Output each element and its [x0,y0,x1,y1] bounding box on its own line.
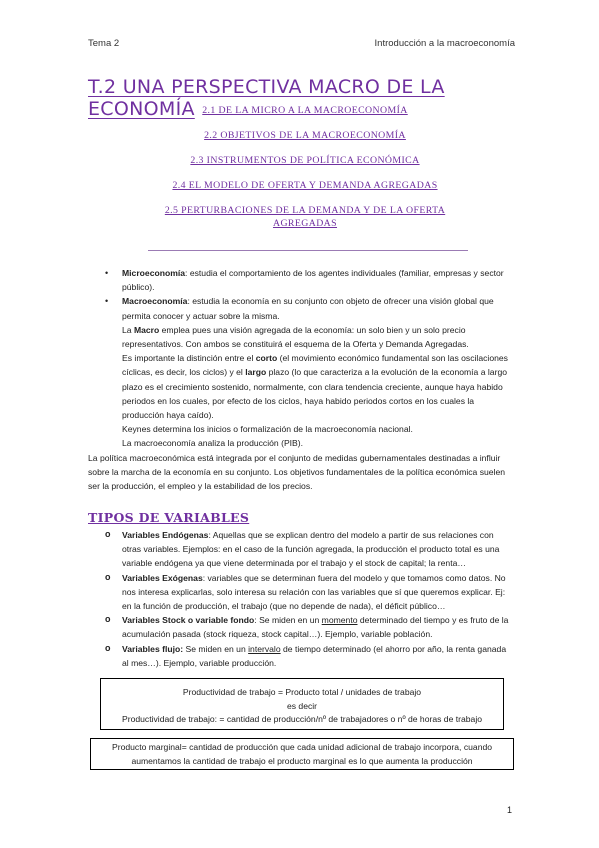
micro-term: Microeconomía [122,268,186,278]
toc-link-2-3[interactable]: 2.3 INSTRUMENTOS DE POLÍTICA ECONÓMICA [190,155,420,166]
macro-paragraph-2: Es importante la distinción entre el corto (el movimiento económico fundamental son las oscilaciones cíclicas, es decir, los ciclos) y el largo plazo (lo que caracteriza a la evolución de la economía a largo plazo es el crecimiento sostenido, normalmente, con clara tendencia creciente, aunque haya habido periodos en los cuales, por efecto de los ciclos, haya habido periodos cortos en los cuales la producción haya caído). [122,353,508,421]
list-item-micro [122,266,513,294]
productivity-line-2: es decir [286,700,318,711]
page-title: T.2 UNA PERSPECTIVA MACRO DE LA ECONOMÍA [88,76,445,120]
page-number: 1 [506,805,512,815]
table-of-contents [110,104,500,242]
marginal-product-box [90,738,514,770]
list-item-flow: o Variables flujo: Se miden en un intervalo de tiempo determinado (el ahorro por año, la renta ganada al mes…). Ejemplo, variable producción. [122,642,513,670]
toc-link-2-1[interactable]: 2.1 DE LA MICRO A LA MACROECONOMÍA [202,105,408,116]
macro-paragraph-3: Keynes determina los inicios o formalización de la macroeconomía nacional. [122,424,413,435]
policy-paragraph: La política macroeconómica está integrada por el conjunto de medidas gubernamentales destinadas a influir sobre la marcha de la economía en su conjunto. Los objetivos fundamentales de la política económica suelen ser la producción, el empleo y la estabilidad de los precios. [88,452,506,492]
marginal-product-text: Producto marginal= cantidad de producción que cada unidad adicional de trabajo incorpora, cuando aumentamos la cantidad de trabajo el producto marginal es lo que aumenta la producción [111,742,493,766]
definitions-list [88,266,513,323]
productivity-line-3: Productividad de trabajo: = cantidad de producción/nº de trabajadores o nº de horas de trabajo [121,714,483,724]
productivity-line-1: Productividad de trabajo = Producto total / unidades de trabajo [182,687,422,697]
toc-divider [148,250,468,251]
macro-text: : estudia la economía en su conjunto con objeto de ofrecer una visión global que permita conocer y actuar sobre la misma. [122,296,494,321]
macro-paragraph-4: La macroeconomía analiza la producción (PIB). [122,438,304,449]
macro-term: Macroeconomía [122,296,188,307]
toc-link-2-2[interactable]: 2.2 OBJETIVOS DE LA MACROECONOMÍA [204,130,406,141]
micro-text: : estudia el comportamiento de los agentes individuales (familiar, empresas y sector público). [122,268,504,293]
list-item-macro [122,294,513,322]
header-left: Tema 2 [88,38,120,49]
variables-section [88,528,513,670]
intro-section [88,266,513,493]
section-title: TIPOS DE VARIABLES [88,510,250,525]
toc-link-2-5[interactable]: 2.5 PERTURBACIONES DE LA DEMANDA Y DE LA OFERTA AGREGADAS [164,205,446,229]
toc-link-2-4[interactable]: 2.4 EL MODELO DE OFERTA Y DEMANDA AGREGADAS [172,180,438,191]
macro-details [88,323,513,451]
list-item-exogenous: o Variables Exógenas: variables que se determinan fuera del modelo y que tomamos como datos. No nos interesa explicarlas, solo interesa su relación con las variables que sí que queremos explicar. Ej: en la función de producción, el trabajo (que no depende de nada), el déficit público… [122,571,513,614]
list-item-stock: o Variables Stock o variable fondo: Se miden en un momento determinado del tiempo y es fruto de la acumulación pasada (stock riqueza, stock capital…). Ejemplo, variable población. [122,613,513,641]
header-right: Introducción a la macroeconomía [374,38,515,49]
variables-list [88,528,513,670]
list-item-endogenous: o Variables Endógenas: Aquellas que se explican dentro del modelo a partir de sus relaciones con otras variables. Ejemplos: en el caso de la función agregada, la producción el producto total es una variable endógena ya que viene determinada por el trabajo y el stock de capital; la renta… [122,528,513,571]
productivity-box [100,678,504,730]
macro-paragraph-1: La Macro emplea pues una visión agregada de la economía: un solo bien y un solo precio representativos. Con ambos se constituirá el esquema de la Oferta y Demanda Agregadas. [122,324,469,350]
